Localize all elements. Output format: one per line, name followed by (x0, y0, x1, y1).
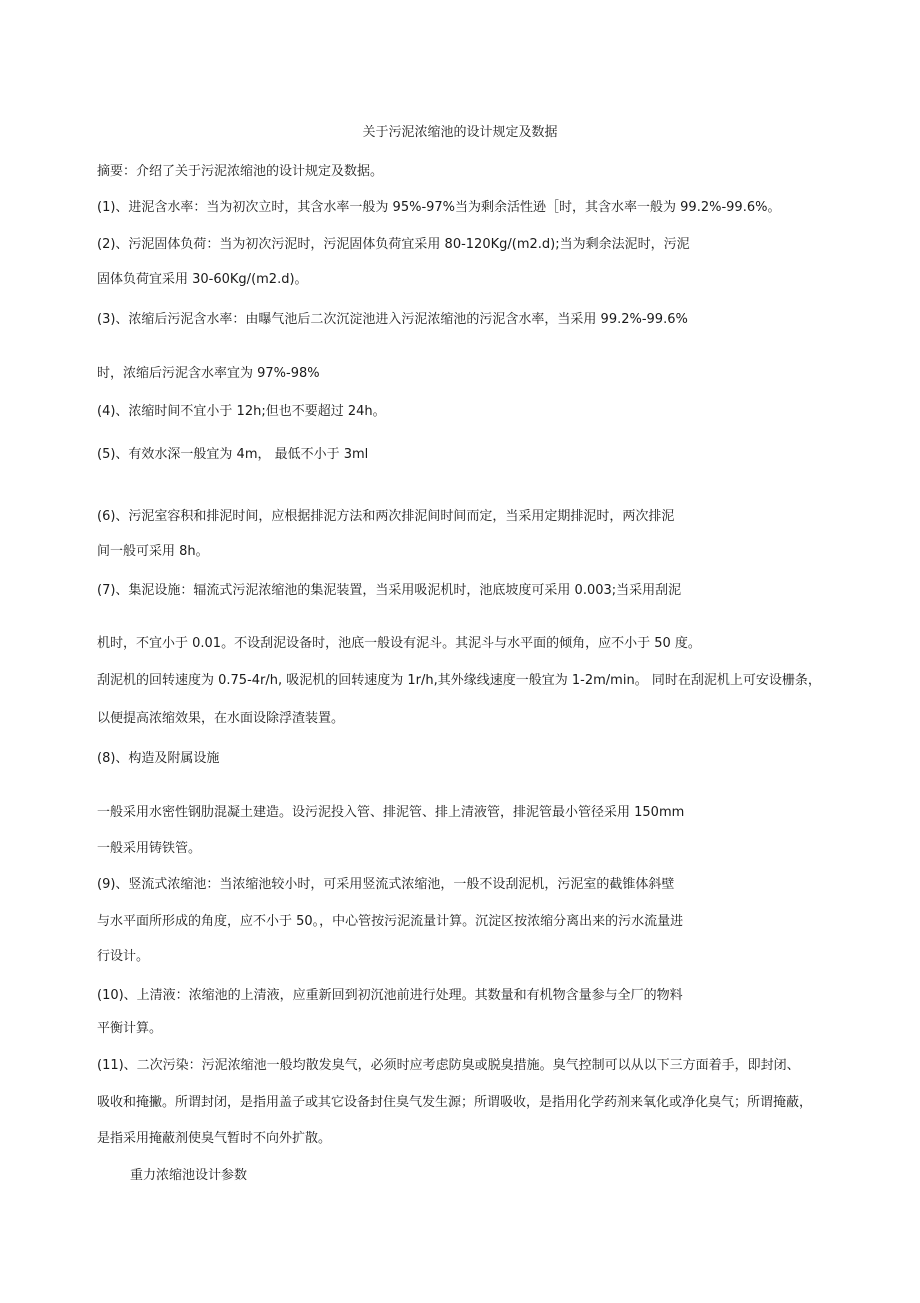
item-8-line-2: 一般采用铸铁管。 (97, 841, 202, 856)
section-heading: 重力浓缩池设计参数 (130, 1168, 248, 1183)
document-title: 关于污泥浓缩池的设计规定及数据 (362, 125, 558, 140)
item-6-line-1: (6)、污泥室容积和排泥时间，应根据排泥方法和两次排泥间时间而定，当采用定期排泥时，两次排泥 (97, 509, 675, 524)
item-7-line-3: 刮泥机的回转速度为 0.75-4r/h, 吸泥机的回转速度为 1r/h,其外缘线速度一般宜为 1-2m/min。 同时在刮泥机上可安设栅条， (97, 673, 821, 688)
item-9-line-2: 与水平面所形成的角度，应不小于 50。，中心管按污泥流量计算。沉淀区按浓缩分离出来的污水流量进 (97, 914, 684, 929)
item-2-line-1: (2)、污泥固体负荷：当为初次污泥时，污泥固体负荷宜采用 80-120Kg/(m2.d);当为剩余法泥时，污泥 (97, 237, 690, 252)
item-9-line-1: (9)、竖流式浓缩池：当浓缩池较小时，可采用竖流式浓缩池，一般不设刮泥机，污泥室的截锥体斜壁 (97, 877, 675, 892)
item-4-line: (4)、浓缩时间不宜小于 12h;但也不要超过 24h。 (97, 404, 386, 419)
item-9-line-3: 行设计。 (97, 949, 150, 964)
item-8-heading: (8)、构造及附属设施 (97, 751, 220, 766)
abstract-line: 摘要：介绍了关于污泥浓缩池的设计规定及数据。 (97, 164, 384, 179)
item-7-line-1: (7)、集泥设施：辐流式污泥浓缩池的集泥装置，当采用吸泥机时，池底坡度可采用 0.003;当采用刮泥 (97, 583, 682, 598)
item-7-line-2: 机时，不宜小于 0.01。不设刮泥设备时，池底一般设有泥斗。其泥斗与水平面的倾角，应不小于 50 度。 (97, 636, 701, 651)
item-1-line: (1)、进泥含水率：当为初次立时，其含水率一般为 95%-97%当为剩余活性逊［时，其含水率一般为 99.2%-99.6%。 (97, 200, 781, 215)
item-7-line-4: 以便提高浓缩效果，在水面设除浮渣装置。 (97, 711, 345, 726)
item-10-line-2: 平衡计算。 (97, 1021, 163, 1036)
item-3-line-2: 时，浓缩后污泥含水率宜为 97%-98% (97, 366, 320, 381)
item-3-line-1: (3)、浓缩后污泥含水率：由曝气池后二次沉淀池进入污泥浓缩池的污泥含水率，当采用 99.2%-99.6% (97, 312, 688, 327)
item-8-line-1: 一般采用水密性钢肋混凝土建造。设污泥投入管、排泥管、排上清液管，排泥管最小管径采用 150mm (97, 805, 685, 820)
item-11-line-3: 是指采用掩蔽剂使臭气暂时不向外扩散。 (97, 1131, 332, 1146)
item-2-line-2: 固体负荷宜采用 30-60Kg/(m2.d)。 (97, 272, 308, 287)
item-6-line-2: 间一般可采用 8h。 (97, 544, 209, 559)
item-11-line-1: (11)、二次污染：污泥浓缩池一般均散发臭气，必须时应考虑防臭或脱臭措施。臭气控制可以从以下三方面着手，即封闭、 (97, 1058, 800, 1073)
item-11-line-2: 吸收和掩撇。所谓封闭，是指用盖子或其它设备封住臭气发生源；所谓吸收，是指用化学药剂来氧化或净化臭气；所谓掩蔽， (97, 1095, 813, 1110)
item-5-line: (5)、有效水深一般宜为 4m， 最低不小于 3ml (97, 447, 369, 462)
item-10-line-1: (10)、上清液：浓缩池的上清液，应重新回到初沉池前进行处理。其数量和有机物含量参与全厂的物料 (97, 988, 683, 1003)
